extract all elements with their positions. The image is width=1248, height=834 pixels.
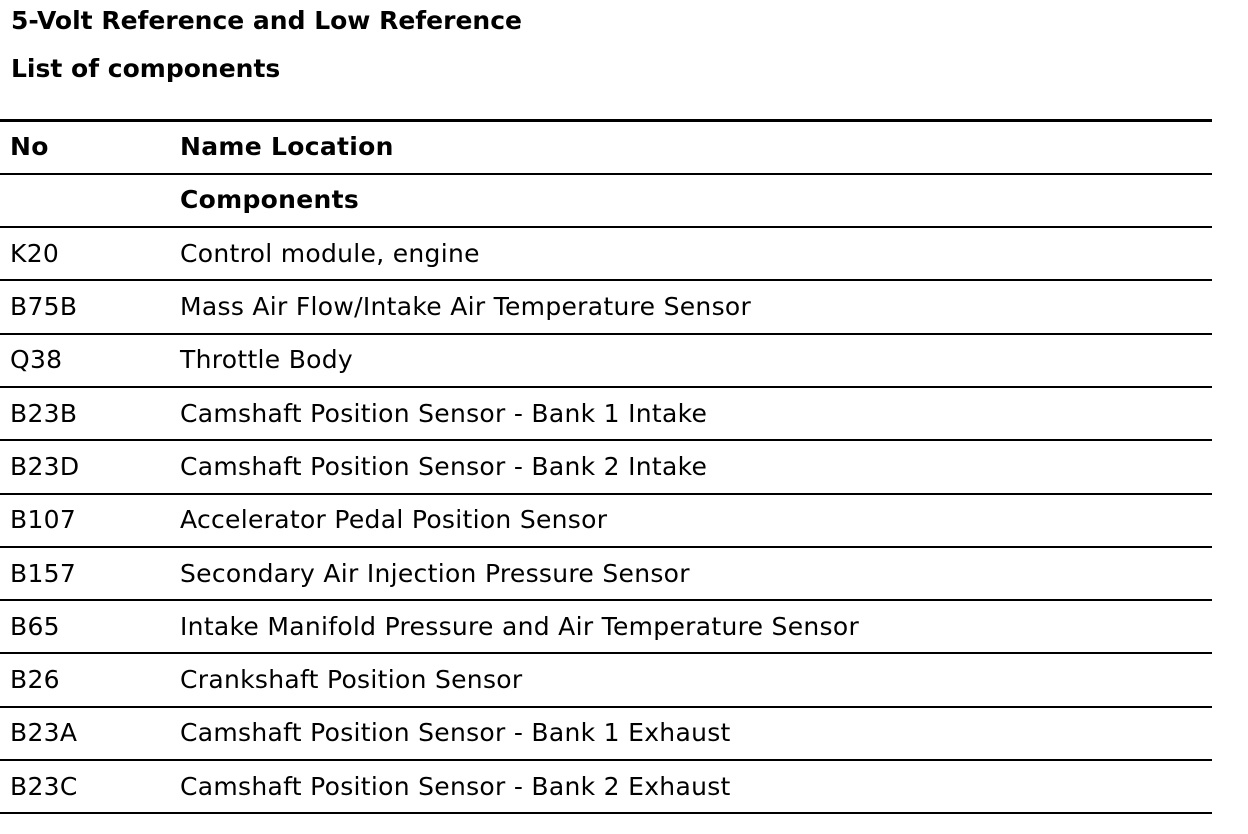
component-no: B23C xyxy=(0,760,180,813)
table-row xyxy=(0,387,1212,440)
component-name: Intake Manifold Pressure and Air Temperature Sensor xyxy=(180,600,1212,653)
component-no: B157 xyxy=(0,547,180,600)
component-no: B65 xyxy=(0,600,180,653)
component-no: Q38 xyxy=(0,334,180,387)
component-no: B75B xyxy=(0,280,180,333)
component-name: Accelerator Pedal Position Sensor xyxy=(180,494,1212,547)
column-header-no: No xyxy=(0,121,180,174)
table-row xyxy=(0,280,1212,333)
section-label: Components xyxy=(180,174,1212,227)
component-no: B26 xyxy=(0,653,180,706)
column-header-name-location: Name Location xyxy=(180,121,1212,174)
page-title: 5-Volt Reference and Low Reference xyxy=(11,6,522,35)
table-row xyxy=(0,440,1212,493)
component-name: Camshaft Position Sensor - Bank 1 Intake xyxy=(180,387,1212,440)
component-name: Camshaft Position Sensor - Bank 1 Exhaust xyxy=(180,707,1212,760)
component-name: Camshaft Position Sensor - Bank 2 Exhaust xyxy=(180,760,1212,813)
table-row xyxy=(0,334,1212,387)
table-row xyxy=(0,760,1212,813)
component-name: Crankshaft Position Sensor xyxy=(180,653,1212,706)
component-name: Secondary Air Injection Pressure Sensor xyxy=(180,547,1212,600)
component-name: Throttle Body xyxy=(180,334,1212,387)
component-no: B107 xyxy=(0,494,180,547)
component-no: K20 xyxy=(0,227,180,280)
section-title: List of components xyxy=(11,54,281,83)
table-row xyxy=(0,547,1212,600)
component-no: B23B xyxy=(0,387,180,440)
component-name: Camshaft Position Sensor - Bank 2 Intake xyxy=(180,440,1212,493)
table-row xyxy=(0,653,1212,706)
section-no-cell xyxy=(0,174,180,227)
table-section-row xyxy=(0,174,1212,227)
table-row xyxy=(0,227,1212,280)
component-no: B23A xyxy=(0,707,180,760)
component-name: Mass Air Flow/Intake Air Temperature Sensor xyxy=(180,280,1212,333)
table-row xyxy=(0,600,1212,653)
component-name: Control module, engine xyxy=(180,227,1212,280)
table-header-row xyxy=(0,121,1212,174)
table-row xyxy=(0,494,1212,547)
table-row xyxy=(0,707,1212,760)
component-no: B23D xyxy=(0,440,180,493)
components-table xyxy=(0,119,1212,814)
